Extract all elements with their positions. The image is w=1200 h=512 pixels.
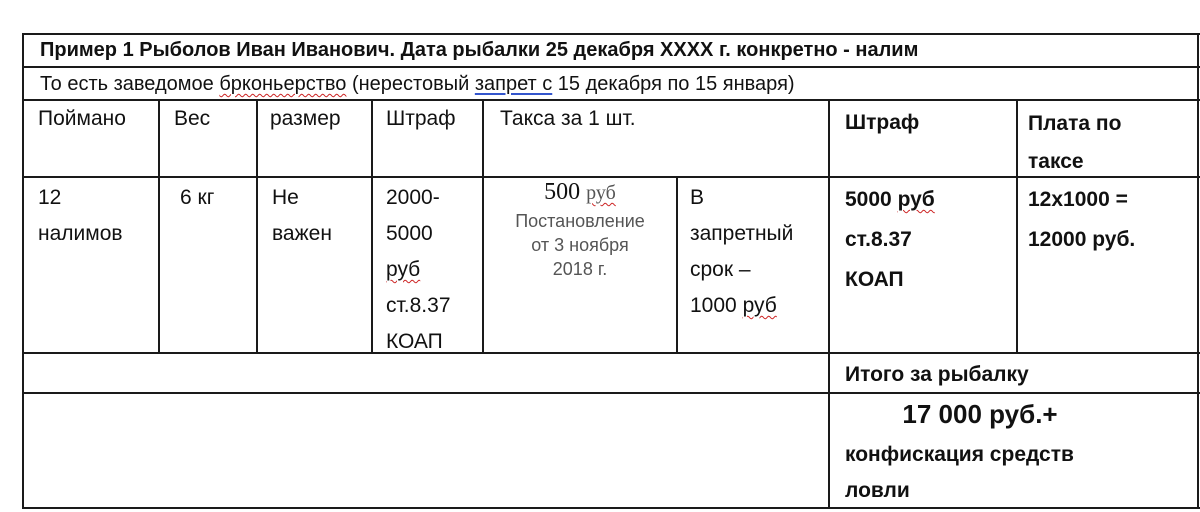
col-header-size: размер bbox=[270, 107, 341, 130]
col-header-fine-total: Штраф bbox=[845, 111, 920, 134]
col-header-tax-pay: Плата по таксе bbox=[1028, 112, 1122, 173]
col-header-caught: Поймано bbox=[38, 107, 126, 130]
total-label: Итого за рыбалку bbox=[845, 363, 1029, 386]
col-header-weight: Вес bbox=[174, 107, 211, 130]
cell-fine: 2000- 5000 руб ст.8.37 КОАП bbox=[386, 186, 451, 353]
col-divider bbox=[256, 99, 258, 353]
col-header-tax: Такса за 1 шт. bbox=[500, 107, 636, 130]
misspelled-word: брконьерство bbox=[219, 73, 347, 95]
cell-caught: 12 налимов bbox=[38, 186, 123, 245]
cell-size: Не важен bbox=[272, 186, 332, 245]
col-divider bbox=[828, 99, 830, 509]
cell-forbidden-period: В запретный срок – 1000 руб bbox=[690, 186, 794, 317]
underlined-word: запрет с bbox=[474, 73, 553, 95]
header-line-1: Пример 1 Рыболов Иван Иванович. Дата рыбалки 25 декабря XXXX г. конкретно - налим bbox=[40, 39, 919, 61]
col-divider bbox=[676, 176, 678, 353]
cell-weight: 6 кг bbox=[180, 186, 215, 209]
col-header-fine: Штраф bbox=[386, 107, 456, 130]
col-divider bbox=[158, 99, 160, 353]
col-divider bbox=[371, 99, 373, 353]
table-border-left bbox=[22, 33, 24, 509]
total-confiscation: конфискация средств ловли bbox=[845, 443, 1074, 502]
col-divider bbox=[1016, 99, 1018, 353]
total-amount: 17 000 руб.+ bbox=[902, 399, 1058, 429]
cell-fine-total: 5000 руб ст.8.37 КОАП bbox=[845, 188, 935, 291]
table-border-right bbox=[1197, 33, 1199, 509]
table-rule-body-end bbox=[22, 352, 1200, 354]
cell-tax-pay: 12х1000 = 12000 руб. bbox=[1028, 188, 1136, 251]
header-line-2: То есть заведомое брконьерство (нерестовый запрет с 15 декабря по 15 января) bbox=[40, 73, 795, 95]
cell-tax-per-unit: 500 руб Постановление от 3 ноября 2018 г. bbox=[515, 179, 645, 279]
